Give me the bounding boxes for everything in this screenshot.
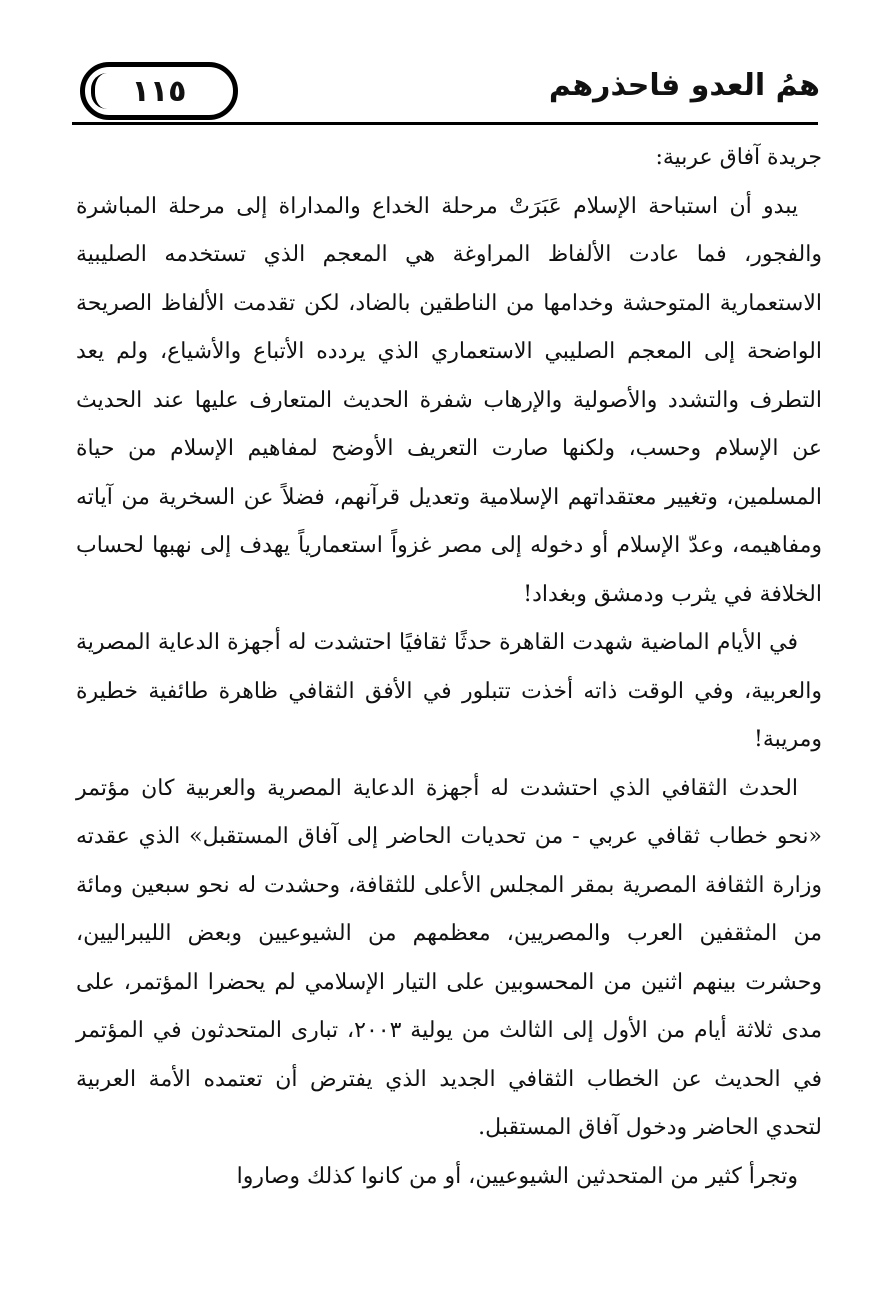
paragraph: يبدو أن استباحة الإسلام عَبَرَتْ مرحلة الخداع والمداراة إلى مرحلة المباشرة والفجور، فما عادت الألفاظ المراوغة هي المعجم الذي تستخدمه الصليبية الاستعمارية المتوحشة وخدامها من الناطقين بالضاد، لكن تقدمت الألفاظ الصريحة الواضحة إلى المعجم الصليبي الاستعماري الذي يردده الأتباع والأشياع، ولم يعد التطرف والتشدد والأصولية والإرهاب شفرة الحديث المتعارف عليها عند الحديث عن الإسلام وحسب، ولكنها صارت التعريف الأوضح لمفاهيم الإسلام من حياة المسلمين، وتغيير معتقداتهم الإسلامية وتعديل قرآنهم، فضلاً عن السخرية من آياته ومفاهيمه، وعدّ الإسلام أو دخوله إلى مصر غزواً استعمارياً يهدف إلى نهبها لحساب الخلافة في يثرب ودمشق وبغداد! (76, 193, 822, 607)
page-number: ١١٥ (131, 73, 187, 109)
page-header (70, 62, 820, 124)
paragraph: الحدث الثقافي الذي احتشدت له أجهزة الدعاية المصرية والعربية كان مؤتمر «نحو خطاب ثقافي عربي - من تحديات الحاضر إلى آفاق المستقبل» الذي عقدته وزارة الثقافة المصرية بمقر المجلس الأعلى للثقافة، وحشدت له نحو سبعين ومائة من المثقفين العرب والمصريين، معظمهم من الشيوعيين وبعض الليبراليين، وحشرت بينهم اثنين من المحسوبين على التيار الإسلامي لم يحضرا المؤتمر، على مدى ثلاثة أيام من الأول إلى الثالث من يولية ٢٠٠٣، تبارى المتحدثون في المؤتمر في الحديث عن الخطاب الثقافي الجديد الذي يفترض أن تعتمده الأمة العربية لتحدي الحاضر ودخول آفاق المستقبل. (76, 775, 822, 1140)
section-subhead: جريدة آفاق عربية: (655, 145, 822, 170)
body-text (76, 134, 822, 1201)
paragraph: وتجرأ كثير من المتحدثين الشيوعيين، أو من كانوا كذلك وصاروا (236, 1163, 798, 1189)
paragraph: في الأيام الماضية شهدت القاهرة حدثًا ثقافيًا احتشدت له أجهزة الدعاية المصرية والعربية، وفي الوقت ذاته أخذت تتبلور في الأفق الثقافي ظاهرة طائفية خطيرة ومريبة! (76, 630, 822, 752)
running-title: همُ العدو فاحذرهم (548, 68, 820, 103)
header-rule (72, 122, 818, 125)
page-number-frame (80, 62, 238, 120)
